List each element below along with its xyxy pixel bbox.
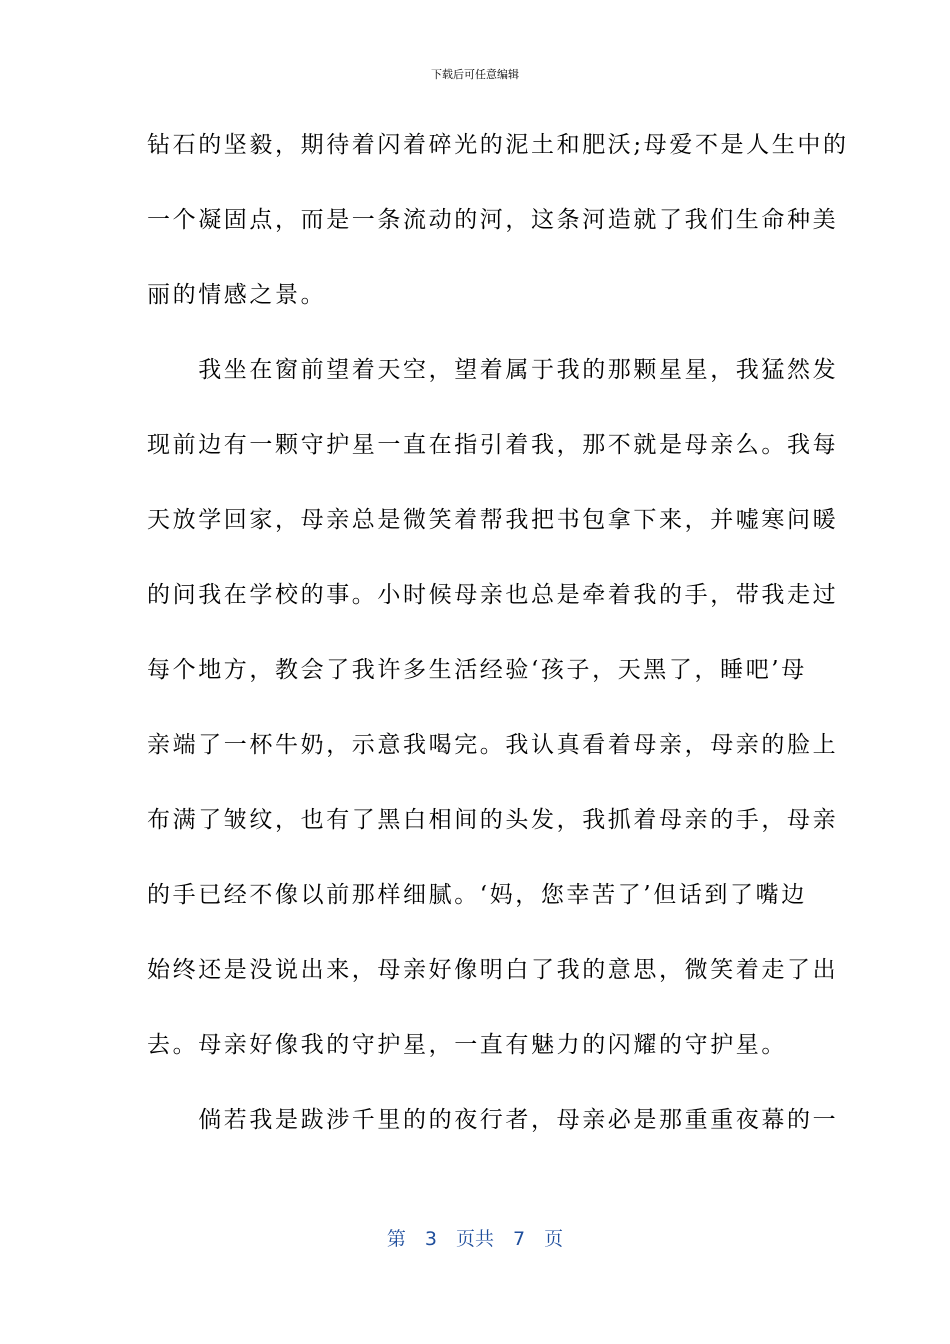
text-line: 我坐在窗前望着天空，望着属于我的那颗星星，我猛然发 [147, 357, 839, 383]
page-header: 下载后可任意编辑 [431, 68, 519, 81]
text-line: 亲端了一杯牛奶，示意我喝完。我认真看着母亲，母亲的脸上 [147, 732, 839, 758]
text-line: 钻石的坚毅，期待着闪着碎光的泥土和肥沃;母爱不是人生中的 [147, 132, 849, 158]
body-text [147, 125, 849, 1175]
text-line: 每个地方，教会了我许多生活经验‘孩子，天黑了，睡吧’母 [147, 657, 807, 683]
text-line: 倘若我是跋涉千里的的夜行者，母亲必是那重重夜幕的一 [147, 1107, 839, 1133]
text-line: 现前边有一颗守护星一直在指引着我，那不就是母亲么。我每 [147, 432, 839, 458]
page-number-footer: 第 3 页共 7 页 [386, 1228, 564, 1250]
text-line: 一个凝固点，而是一条流动的河，这条河造就了我们生命种美 [147, 207, 839, 233]
text-line: 天放学回家，母亲总是微笑着帮我把书包拿下来，并嘘寒问暖 [147, 507, 839, 533]
text-line: 的问我在学校的事。小时候母亲也总是牵着我的手，带我走过 [147, 582, 839, 608]
text-line: 去。母亲好像我的守护星，一直有魅力的闪耀的守护星。 [147, 1032, 787, 1058]
text-line: 的手已经不像以前那样细腻。‘妈，您幸苦了’但话到了嘴边 [147, 882, 807, 908]
text-line: 布满了皱纹，也有了黑白相间的头发，我抓着母亲的手，母亲 [147, 807, 839, 833]
text-line: 始终还是没说出来，母亲好像明白了我的意思，微笑着走了出 [147, 957, 839, 983]
text-line: 丽的情感之景。 [147, 282, 327, 308]
